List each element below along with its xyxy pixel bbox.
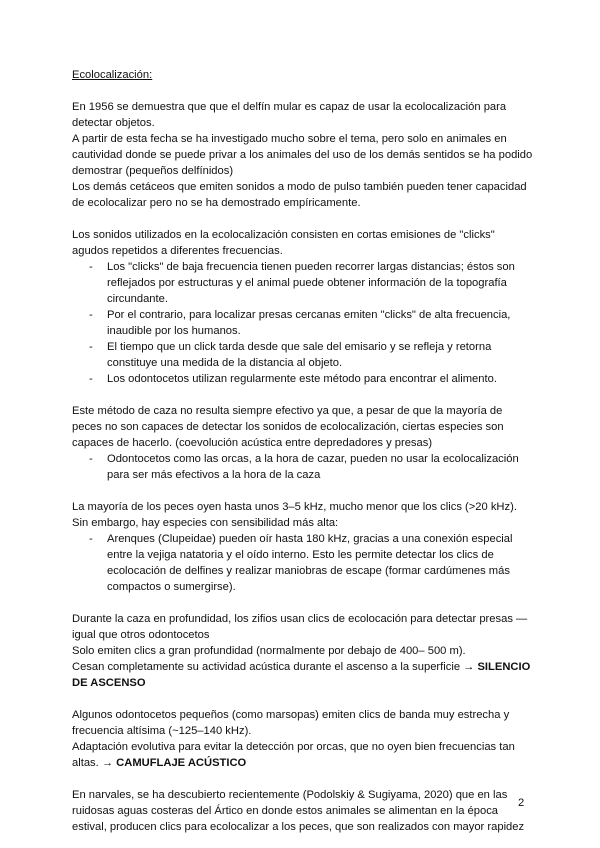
list-item: - Los "clicks" de baja frecuencia tienen pueden recorrer largas distancias; éstos son reflejados por estructuras y el animal puede obtener información de la topografía circundante.	[72, 259, 534, 307]
bullet-list	[72, 451, 534, 483]
paragraph-text: Cesan completamente su actividad acústica durante el ascenso a la superficie →	[72, 661, 478, 673]
paragraph-text: Adaptación evolutiva para evitar la detección por orcas, que no oyen bien frecuencias tan altas. →	[72, 741, 515, 769]
paragraph: A partir de esta fecha se ha investigado mucho sobre el tema, pero solo en animales en cautividad donde se puede privar a los animales del uso de los demás sentidos se ha podido demostrar (pequeños delfínidos)	[72, 133, 533, 177]
list-item: - Por el contrario, para localizar presas cercanas emiten "clicks" de alta frecuencia, inaudible por los humanos.	[72, 307, 534, 339]
section-title: Ecolocalización:	[72, 69, 153, 81]
document-body	[72, 67, 534, 835]
list-item: - El tiempo que un click tarda desde que sale del emisario y se refleja y retorna constituye una medida de la distancia al objeto.	[72, 339, 534, 371]
bullet-list	[72, 531, 534, 595]
paragraph: Este método de caza no resulta siempre efectivo ya que, a pesar de que la mayoría de peces no son capaces de detectar los sonidos de ecolocalización, ciertas especies son capaces de hacerlo. (coevolución acústica entre depredadores y presas)	[72, 405, 504, 449]
paragraph: En narvales, se ha descubierto recientemente (Podolskiy & Sugiyama, 2020) que en las ruidosas aguas costeras del Ártico en donde estos animales se alimentan en la época estival, producen clics para ecolocalizar a los peces, que son realizados con mayor rapidez	[72, 789, 525, 833]
paragraph: La mayoría de los peces oyen hasta unos 3–5 kHz, mucho menor que los clics (>20 kHz). Sin embargo, hay especies con sensibilidad más alta:	[72, 501, 517, 529]
paragraph: Durante la caza en profundidad, los zifios usan clics de ecolocación para detectar presas —igual que otros odontocetos	[72, 613, 528, 641]
paragraph	[72, 739, 534, 771]
bullet-list	[72, 259, 534, 387]
paragraph: En 1956 se demuestra que que el delfín mular es capaz de usar la ecolocalización para detectar objetos.	[72, 101, 507, 129]
page-number: 2	[518, 797, 525, 809]
list-item: - Arenques (Clupeidae) pueden oír hasta 180 kHz, gracias a una conexión especial entre la vejiga natatoria y el oído interno. Esto les permite detectar los clics de ecolocación de delfines y realizar maniobras de escape (formar cardúmenes más compactos o sumergirse).	[72, 531, 534, 595]
list-item: - Odontocetos como las orcas, a la hora de cazar, pueden no usar la ecolocalización para ser más efectivos a la hora de la caza	[72, 451, 534, 483]
paragraph: Solo emiten clics a gran profundidad (normalmente por debajo de 400– 500 m).	[72, 645, 466, 657]
paragraph: Algunos odontocetos pequeños (como marsopas) emiten clics de banda muy estrecha y frecuencia altísima (~125–140 kHz).	[72, 709, 510, 737]
paragraph: Los sonidos utilizados en la ecolocalización consisten en cortas emisiones de "clicks" agudos repetidos a diferentes frecuencias.	[72, 229, 495, 257]
emphasis-label: SILENCIO DE ASCENSO	[72, 661, 531, 689]
paragraph: Los demás cetáceos que emiten sonidos a modo de pulso también pueden tener capacidad de ecolocalizar pero no se ha demostrado empíricamente.	[72, 181, 527, 209]
list-item: - Los odontocetos utilizan regularmente este método para encontrar el alimento.	[72, 371, 534, 387]
paragraph	[72, 659, 534, 691]
emphasis-label: CAMUFLAJE ACÚSTICO	[116, 757, 247, 769]
